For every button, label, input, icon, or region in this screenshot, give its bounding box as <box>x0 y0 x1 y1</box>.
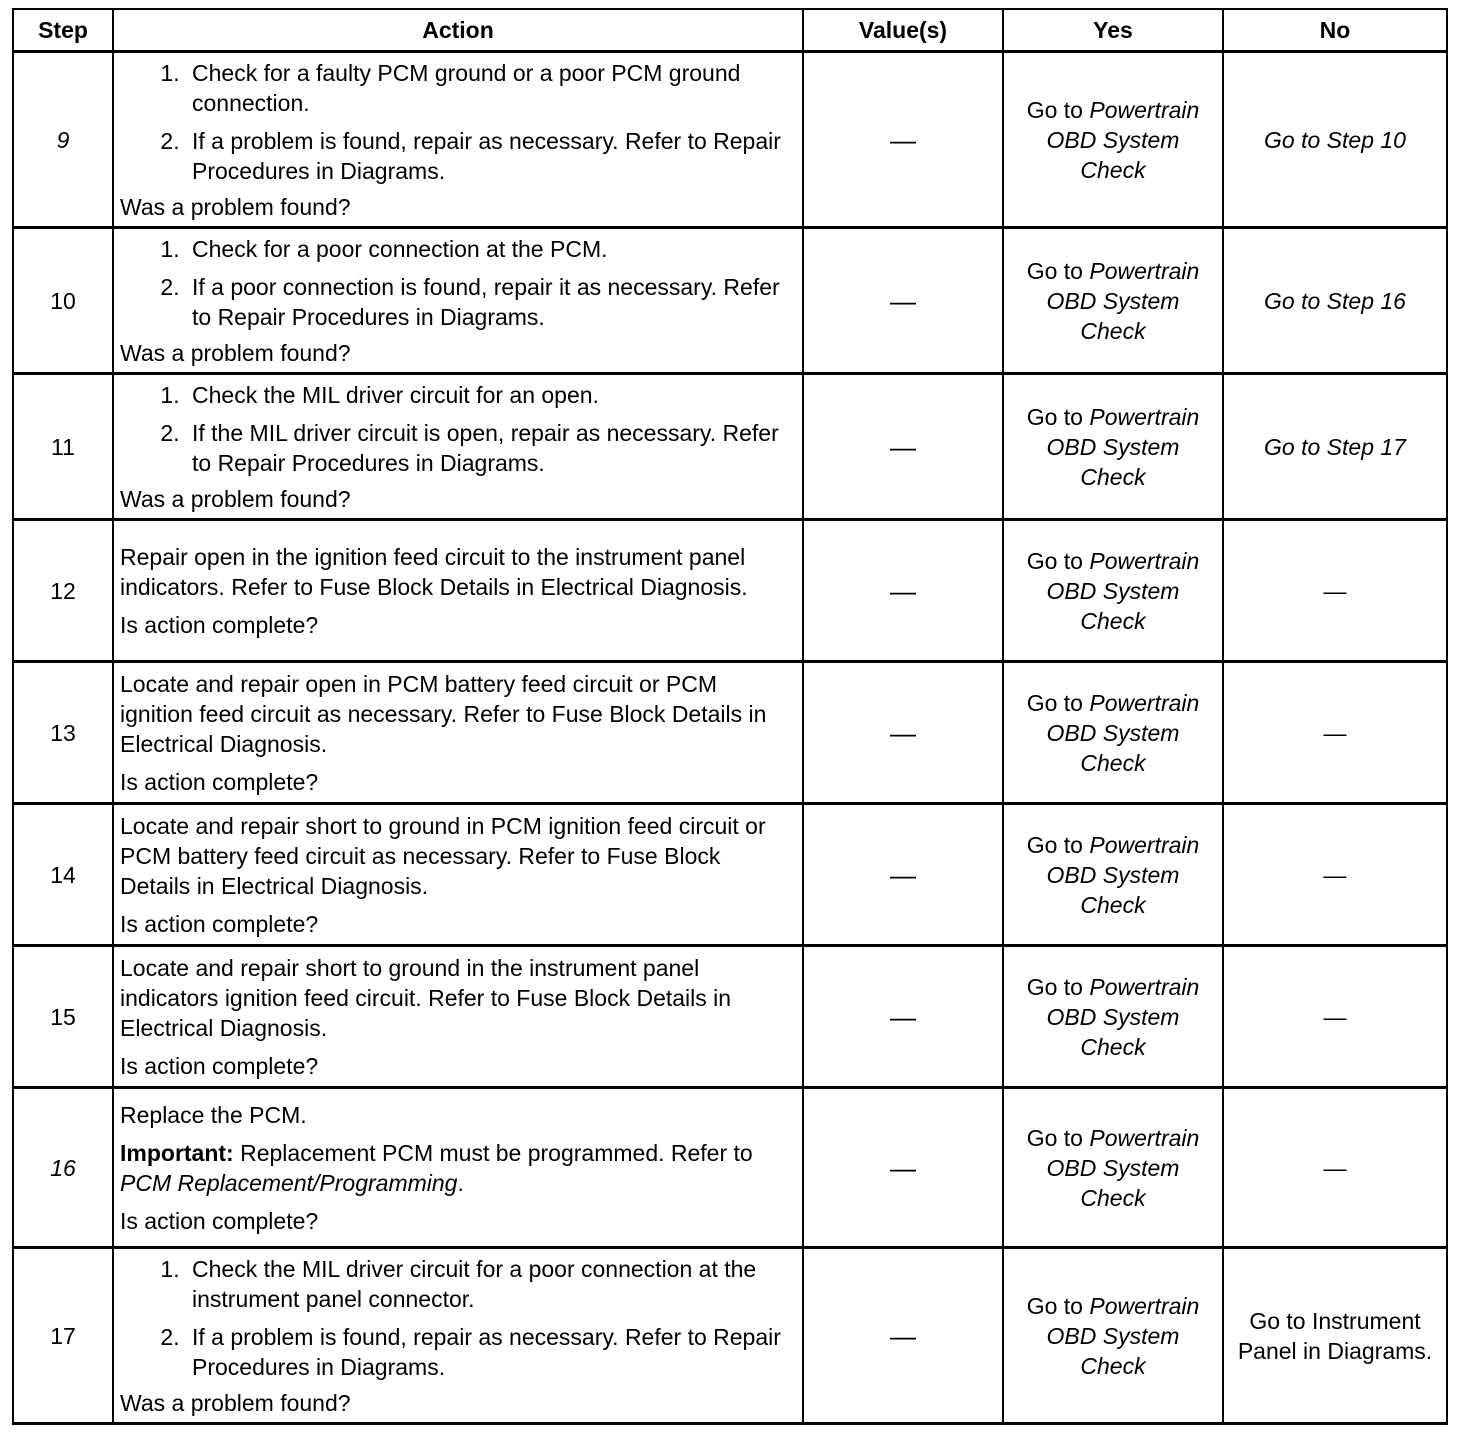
action-step: 1. Check for a poor connection at the PCM. <box>186 234 796 264</box>
yes-powertrain: Powertrain <box>1089 689 1200 716</box>
diagnostic-table <box>12 8 1448 1425</box>
yes-goto: Go to <box>1026 831 1083 858</box>
action-step: 1. Check for a faulty PCM ground or a poor PCM ground connection. <box>186 58 796 118</box>
header-action: Action <box>113 9 803 52</box>
step-number: 13 <box>13 662 113 804</box>
step-number: 9 <box>13 52 113 228</box>
action-cell <box>113 1248 803 1424</box>
value-cell: — <box>803 52 1003 228</box>
yes-check: Check <box>1080 156 1146 183</box>
yes-powertrain: Powertrain <box>1089 547 1200 574</box>
yes-obd: OBD System <box>1046 1322 1180 1349</box>
important-label: Important: <box>120 1139 234 1166</box>
action-question: Is action complete? <box>120 611 319 638</box>
table-row <box>13 52 1447 228</box>
table-row <box>13 804 1447 946</box>
yes-cell <box>1003 1248 1223 1424</box>
header-step: Step <box>13 9 113 52</box>
action-text: Locate and repair short to ground in the instrument panel indicators ignition feed circuit. Refer to Fuse Block Details in Electrical Diagnosis. <box>120 954 732 1041</box>
yes-powertrain: Powertrain <box>1089 1124 1200 1151</box>
action-question: Was a problem found? <box>120 1389 351 1416</box>
action-step: 1. Check the MIL driver circuit for a poor connection at the instrument panel connector. <box>186 1254 796 1314</box>
action-step: 2. If a problem is found, repair as necessary. Refer to Repair Procedures in Diagrams. <box>186 126 796 186</box>
step-number: 11 <box>13 374 113 520</box>
yes-goto: Go to <box>1026 1292 1083 1319</box>
value-cell: — <box>803 804 1003 946</box>
action-cell <box>113 1088 803 1248</box>
action-cell <box>113 662 803 804</box>
important-ref: PCM Replacement/Programming <box>120 1169 458 1196</box>
yes-powertrain: Powertrain <box>1089 96 1200 123</box>
yes-obd: OBD System <box>1046 1154 1180 1181</box>
action-question: Was a problem found? <box>120 339 351 366</box>
yes-cell <box>1003 662 1223 804</box>
yes-obd: OBD System <box>1046 861 1180 888</box>
action-text: Locate and repair short to ground in PCM ignition feed circuit or PCM battery feed circuit as necessary. Refer to Fuse Block Details in Electrical Diagnosis. <box>120 812 766 899</box>
yes-check: Check <box>1080 1352 1146 1379</box>
table-row <box>13 662 1447 804</box>
yes-goto: Go to <box>1026 973 1083 1000</box>
yes-check: Check <box>1080 607 1146 634</box>
action-cell <box>113 946 803 1088</box>
yes-check: Check <box>1080 749 1146 776</box>
action-step: 1. Check the MIL driver circuit for an open. <box>186 380 796 410</box>
header-values: Value(s) <box>803 9 1003 52</box>
yes-check: Check <box>1080 463 1146 490</box>
action-question: Is action complete? <box>120 910 319 937</box>
yes-cell <box>1003 804 1223 946</box>
step-number: 14 <box>13 804 113 946</box>
action-question: Was a problem found? <box>120 193 351 220</box>
yes-cell <box>1003 520 1223 662</box>
no-cell: — <box>1223 520 1447 662</box>
action-step: 2. If the MIL driver circuit is open, repair as necessary. Refer to Repair Procedures in Diagrams. <box>186 418 796 478</box>
yes-goto: Go to <box>1026 96 1083 123</box>
action-cell <box>113 520 803 662</box>
yes-goto: Go to <box>1026 403 1083 430</box>
action-text: Repair open in the ignition feed circuit to the instrument panel indicators. Refer to Fuse Block Details in Electrical Diagnosis. <box>120 543 748 600</box>
step-number: 12 <box>13 520 113 662</box>
yes-powertrain: Powertrain <box>1089 973 1200 1000</box>
action-text: Locate and repair open in PCM battery feed circuit or PCM ignition feed circuit as necessary. Refer to Fuse Block Details in Electrical Diagnosis. <box>120 670 767 757</box>
yes-check: Check <box>1080 317 1146 344</box>
important-note <box>120 1138 796 1198</box>
yes-powertrain: Powertrain <box>1089 1292 1200 1319</box>
header-no: No <box>1223 9 1447 52</box>
no-cell: — <box>1223 662 1447 804</box>
action-text: Replace the PCM. <box>120 1101 307 1128</box>
table-row <box>13 374 1447 520</box>
no-cell: — <box>1223 946 1447 1088</box>
yes-check: Check <box>1080 1033 1146 1060</box>
action-cell <box>113 228 803 374</box>
yes-obd: OBD System <box>1046 287 1180 314</box>
action-cell <box>113 374 803 520</box>
step-number: 10 <box>13 228 113 374</box>
value-cell: — <box>803 662 1003 804</box>
no-cell: Go to Step 10 <box>1223 52 1447 228</box>
no-cell: — <box>1223 804 1447 946</box>
action-question: Is action complete? <box>120 768 319 795</box>
action-question: Is action complete? <box>120 1052 319 1079</box>
yes-cell <box>1003 1088 1223 1248</box>
yes-obd: OBD System <box>1046 1003 1180 1030</box>
value-cell: — <box>803 1088 1003 1248</box>
step-number: 17 <box>13 1248 113 1424</box>
yes-obd: OBD System <box>1046 577 1180 604</box>
action-step: 2. If a problem is found, repair as necessary. Refer to Repair Procedures in Diagrams. <box>186 1322 796 1382</box>
yes-cell <box>1003 228 1223 374</box>
yes-cell <box>1003 374 1223 520</box>
yes-powertrain: Powertrain <box>1089 831 1200 858</box>
step-number: 15 <box>13 946 113 1088</box>
value-cell: — <box>803 1248 1003 1424</box>
no-cell: Go to Instrument Panel in Diagrams. <box>1223 1248 1447 1424</box>
no-cell: Go to Step 16 <box>1223 228 1447 374</box>
table-row <box>13 1088 1447 1248</box>
yes-obd: OBD System <box>1046 433 1180 460</box>
value-cell: — <box>803 946 1003 1088</box>
yes-powertrain: Powertrain <box>1089 403 1200 430</box>
action-question: Is action complete? <box>120 1207 319 1234</box>
header-row <box>13 9 1447 52</box>
action-step: 2. If a poor connection is found, repair it as necessary. Refer to Repair Procedures in Diagrams. <box>186 272 796 332</box>
value-cell: — <box>803 228 1003 374</box>
table-row <box>13 520 1447 662</box>
step-number: 16 <box>13 1088 113 1248</box>
yes-cell <box>1003 946 1223 1088</box>
important-text: Replacement PCM must be programmed. Refer to <box>240 1139 753 1166</box>
no-cell: — <box>1223 1088 1447 1248</box>
yes-goto: Go to <box>1026 1124 1083 1151</box>
yes-cell <box>1003 52 1223 228</box>
yes-obd: OBD System <box>1046 126 1180 153</box>
yes-goto: Go to <box>1026 689 1083 716</box>
table-row <box>13 946 1447 1088</box>
header-yes: Yes <box>1003 9 1223 52</box>
yes-goto: Go to <box>1026 547 1083 574</box>
action-question: Was a problem found? <box>120 485 351 512</box>
value-cell: — <box>803 374 1003 520</box>
table-row <box>13 1248 1447 1424</box>
action-cell <box>113 804 803 946</box>
no-cell: Go to Step 17 <box>1223 374 1447 520</box>
yes-goto: Go to <box>1026 257 1083 284</box>
yes-check: Check <box>1080 891 1146 918</box>
value-cell: — <box>803 520 1003 662</box>
yes-check: Check <box>1080 1184 1146 1211</box>
yes-obd: OBD System <box>1046 719 1180 746</box>
important-end: . <box>457 1169 464 1196</box>
action-cell <box>113 52 803 228</box>
table-row <box>13 228 1447 374</box>
yes-powertrain: Powertrain <box>1089 257 1200 284</box>
